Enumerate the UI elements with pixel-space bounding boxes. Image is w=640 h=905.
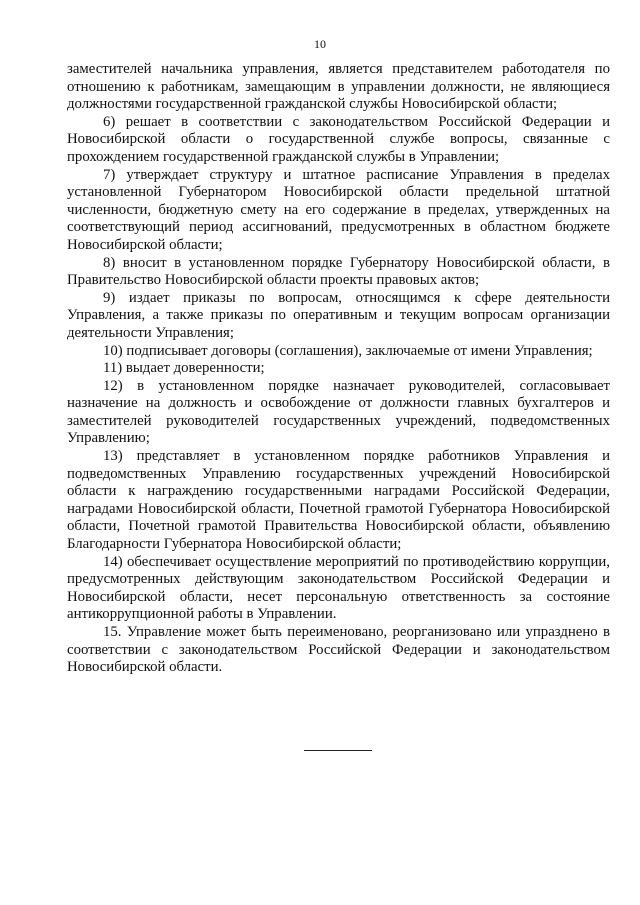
- paragraph-item-14: 14) обеспечивает осуществление мероприятий по противодействию коррупции, предусмотренных действующим законодательством Российской Федерации и Новосибирской области, несет персональную ответственность за состояние антикоррупционной работы в Управлении.: [67, 553, 610, 623]
- end-of-document-rule: [304, 750, 372, 751]
- paragraph-item-10: 10) подписывает договоры (соглашения), заключаемые от имени Управления;: [103, 342, 593, 359]
- paragraph-item-8: 8) вносит в установленном порядке Губернатору Новосибирской области, в Правительство Новосибирской области проекты правовых актов;: [67, 254, 610, 289]
- paragraph-item-6: 6) решает в соответствии с законодательством Российской Федерации и Новосибирской области о государственной службе вопросы, связанные с прохождением государственной гражданской службы в Управлении;: [67, 113, 610, 165]
- paragraph-item-13: 13) представляет в установленном порядке работников Управления и подведомственных Управлению государственных учреждений Новосибирской области к награждению государственными наградами Российской Федерации, наградами Новосибирской области, Почетной грамотой Губернатора Новосибирской области, Почетной грамотой Правительства Новосибирской области, объявлению Благодарности Губернатора Новосибирской области;: [67, 448, 610, 553]
- page-number: 10: [314, 37, 326, 51]
- paragraph-item-12: 12) в установленном порядке назначает руководителей, согласовывает назначение на должность и освобождение от должности главных бухгалтеров и заместителей руководителей государственных учреждений, подведомственных Управлению;: [67, 377, 610, 447]
- paragraph-item-7: 7) утверждает структуру и штатное расписание Управления в пределах установленной Губернатором Новосибирской области предельной штатной численности, бюджетную смету на его содержание в пределах, утвержденных на соответствующий период ассигнований, предусмотренных в областном бюджете Новосибирской области;: [67, 166, 610, 253]
- paragraph-section-15: 15. Управление может быть переименовано, реорганизовано или упразднено в соответствии с законодательством Российской Федерации и законодательством Новосибирской области.: [67, 624, 610, 676]
- paragraph-continuation: заместителей начальника управления, является представителем работодателя по отношению к работникам, замещающим в управлении должности, не являющиеся должностями государственной гражданской службы Новосибирской области;: [67, 61, 610, 113]
- paragraph-item-9: 9) издает приказы по вопросам, относящимся к сфере деятельности Управления, а также приказы по оперативным и текущим вопросам организации деятельности Управления;: [67, 289, 610, 341]
- document-body: [67, 61, 610, 677]
- paragraph-item-11: 11) выдает доверенности;: [103, 360, 265, 377]
